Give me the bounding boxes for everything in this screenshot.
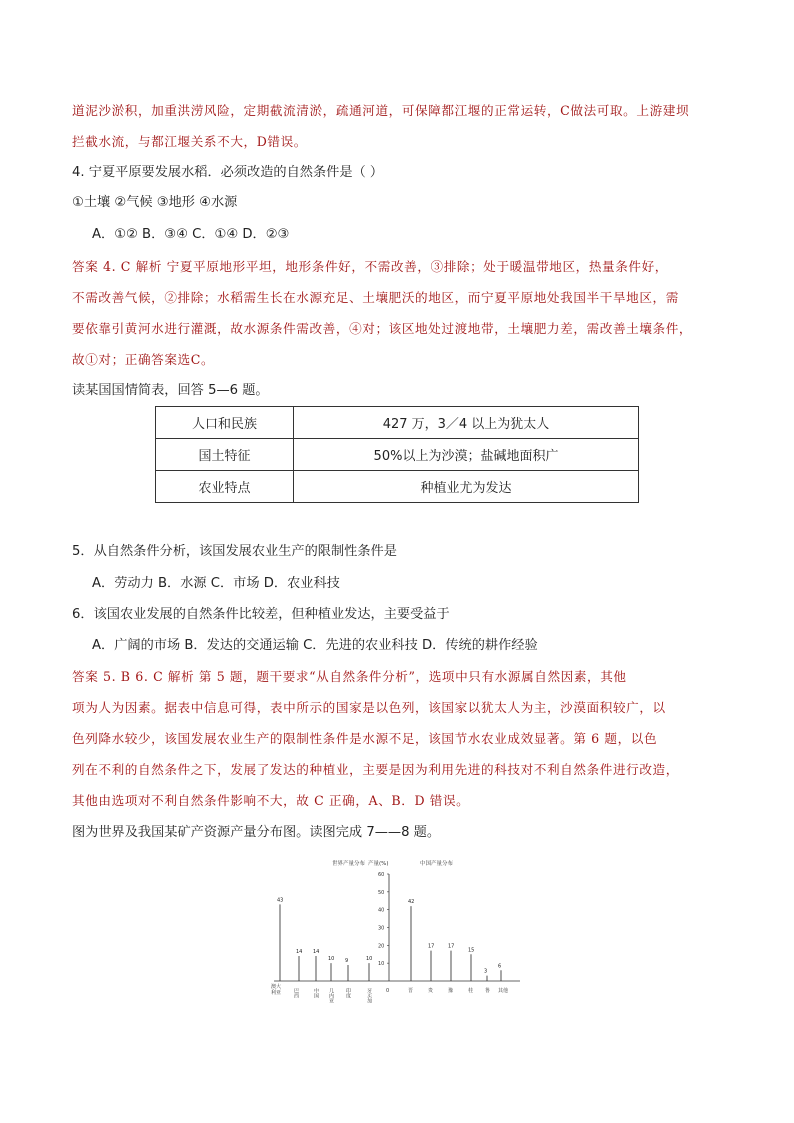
y-ticks [378,872,389,967]
x-category-labels [271,983,508,1004]
bar-value-label: 17 [448,943,455,950]
bar-value-label: 10 [366,956,373,963]
answer-5-6-line-5: 其他由选项对不利自然条件影响不大，故 C 正确，A、B．D 错误。 [72,793,470,808]
bar-value-label: 6 [498,963,502,970]
question-4-stem: 4. 宁夏平原要发展水稻．必须改造的自然条件是（ ） [72,165,384,180]
bar-value-label: 10 [328,956,335,963]
x-label-australia-1: 澳大 [271,984,282,990]
table-row [156,439,639,471]
bar-value-label: 3 [484,968,488,975]
chart-title-china: 中国产量分布 [420,861,454,867]
question-5-options: A．劳动力 B．水源 C．市场 D．农业科技 [92,576,340,591]
x-label-brazil: 巴西 [293,988,299,998]
x-label-australia-2: 利亚 [271,990,282,996]
table-key: 农业特点 [156,471,294,503]
answer-4-line-4: 故①对；正确答案选C。 [72,352,215,367]
table-key: 国土特征 [156,439,294,471]
x-label-jin: 晋 [408,988,414,994]
bar-value-label: 43 [277,897,284,904]
table-value: 427 万，3／4 以上为犹太人 [294,407,639,439]
answer-3-line-2: 拦截水流，与都江堰关系不大，D错误。 [72,134,307,149]
x-label-china: 中国 [313,988,319,998]
bar-value-label: 17 [428,943,435,950]
answer-5-6-line-1: 答案 5. B 6. C 解析 第 5 题，题干要求“从自然条件分析”，选项中只有水源属自然因素，其他 [72,669,627,684]
answer-4-line-2: 不需改善气候，②排除；水稻需生长在水源充足、土壤肥沃的地区，而宁夏平原地处我国半干旱地区，需 [72,290,679,305]
answer-5-6-line-2: 项为人为因素。据表中信息可得，表中所示的国家是以色列，该国家以犹太人为主，沙漠面积较广，以 [72,700,666,715]
bar-value-label: 42 [408,899,415,906]
chart-svg [268,856,530,1006]
x-label-india: 印度 [345,988,351,998]
bar-value-label: 14 [296,949,303,956]
y-tick-label: 60 [378,872,385,878]
x-label-jamaica: 牙买加 [366,988,372,1003]
y-tick-label: 50 [378,889,385,896]
intro-7-8: 图为世界及我国某矿产资源产量分布图。读图完成 7——8 题。 [72,825,441,840]
question-6-stem: 6．该国农业发展的自然条件比较差，但种植业发达，主要受益于 [72,607,450,622]
bar-value-label: 14 [313,949,320,956]
answer-5-6-line-3: 色列降水较少，该国发展农业生产的限制性条件是水源不足，该国节水农业成效显著。第 6 题，以色 [72,731,658,746]
y-tick-label: 20 [378,943,385,950]
answer-4-line-1: 答案 4. C 解析 宁夏平原地形平坦，地形条件好，不需改善，③排除；处于暖温带地区，热量条件好， [72,259,669,274]
y-tick-label: 10 [378,961,385,968]
question-5-stem: 5．从自然条件分析，该国发展农业生产的限制性条件是 [72,544,397,559]
question-6-options: A．广阔的市场 B．发达的交通运输 C．先进的农业科技 D．传统的耕作经验 [92,638,538,653]
table-value: 种植业尤为发达 [294,471,639,503]
x-label-lu: 鲁 [485,988,491,994]
bar-value-label: 9 [345,957,349,964]
table-key: 人口和民族 [156,407,294,439]
table-row [156,407,639,439]
chart-title-world: 世界产量分布 [332,861,366,867]
bar-value-label: 15 [468,947,475,954]
x-label-other: 其他 [498,988,509,994]
question-4-items: ①土壤 ②气候 ③地形 ④水源 [72,195,238,210]
x-label-gui: 贵 [428,988,434,994]
answer-4-line-3: 要依靠引黄河水进行灌溉，故水源条件需改善，④对；该区地处过渡地带，土壤肥力差，需改善土壤条件， [72,321,693,336]
y-tick-label: 40 [378,907,385,914]
x-label-guinea: 几内亚 [328,988,334,1003]
answer-5-6-line-4: 列在不利的自然条件之下，发展了发达的种植业，主要是因为利用先进的科技对不利自然条件进行改造， [72,762,679,777]
country-info-table [155,406,639,503]
x-label-gui2: 桂 [468,988,474,994]
question-4-options: A．①② B．③④ C．①④ D．②③ [92,227,290,242]
y-tick-label: 30 [378,925,385,932]
x-label-yu: 豫 [448,988,454,994]
chart-ylabel: 产量(%) [368,861,389,867]
bars [280,904,501,981]
answer-3-line-1: 道泥沙淤积，加重洪涝风险，定期截流清淤，疏通河道，可保障都江堰的正常运转，C做法可取。上游建坝 [72,103,690,118]
table-value: 50%以上为沙漠；盐碱地面积广 [294,439,639,471]
intro-5-6: 读某国国情简表，回答 5—6 题。 [72,383,269,398]
mineral-production-chart [268,856,530,1006]
x-label-zero: 0 [386,988,390,994]
table-row [156,471,639,503]
